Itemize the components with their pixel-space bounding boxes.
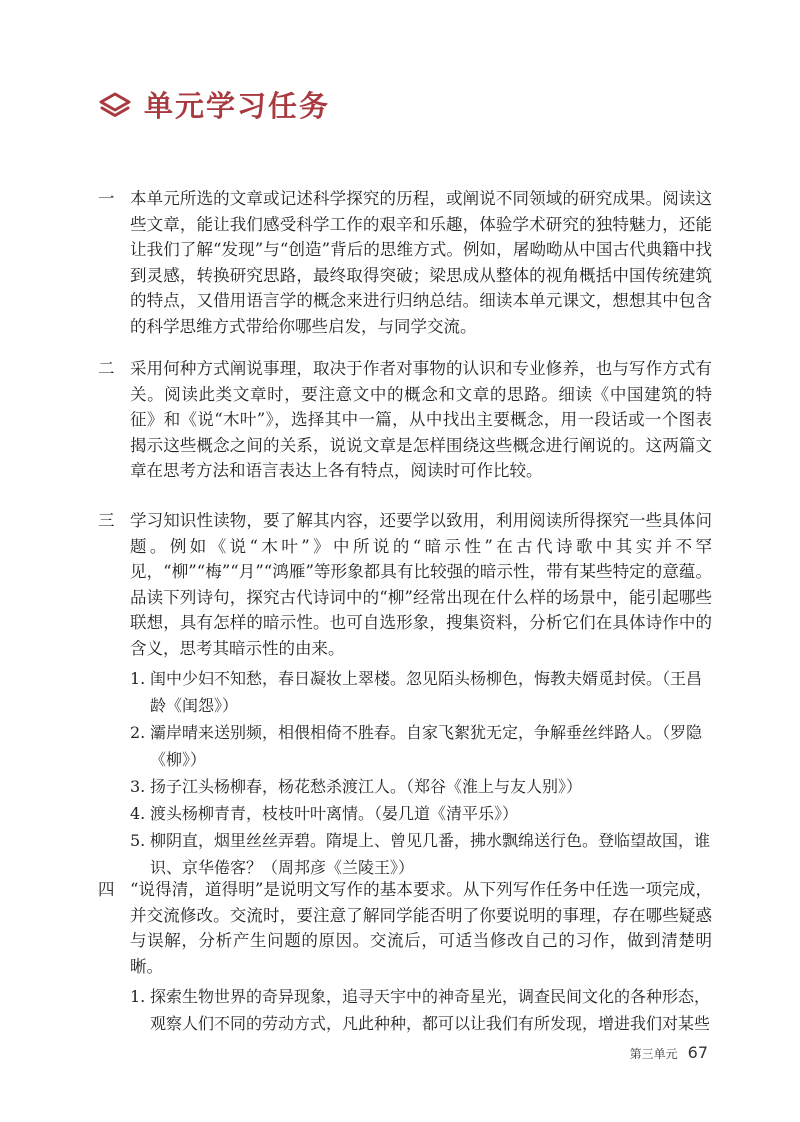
page-footer [630,1043,708,1062]
poem-text: 灞岸晴来送别频，相偎相倚不胜春。自家飞絮犹无定，争解垂丝绊路人。（罗隐《柳》） [150,723,703,769]
section-number: 三 [98,511,115,530]
poem-text: 渡头杨柳青青，枝枝叶叶离情。（晏几道《清平乐》） [150,804,519,823]
section-paragraph: 采用何种方式阐说事理，取决于作者对事物的认识和专业修养，也与写作方式有关。阅读此类文章时，要注意文中的概念和文章的思路。细读《中国建筑的特征》和《说“木叶”》，选择其中一篇，从中找出主要概念，用一段话或一个图表揭示这些概念之间的关系，说说文章是怎样围绕这些概念进行阐说的。这两篇文章在思考方法和语言表达上各有特点，阅读时可作比较。 [130,359,712,480]
section-number: 一 [98,189,115,208]
poem-number: 2. [130,723,146,742]
page-title: 单元学习任务 [144,89,331,123]
poem-list [130,665,712,881]
task-section-2 [98,356,712,484]
task-list [130,983,712,1037]
section-paragraph: 本单元所选的文章或记述科学探究的历程，或阐说不同领域的研究成果。阅读这些文章，能让我们感受科学工作的艰辛和乐趣，体验学术研究的独特魅力，还能让我们了解“发现”与“创造”背后的思维方式。例如，屠呦呦从中国古代典籍中找到灵感，转换研究思路，最终取得突破；梁思成从整体的视角概括中国传统建筑的特点，又借用语言学的概念来进行归纳总结。细读本单元课文，想想其中包含的科学思维方式带给你哪些启发，与同学交流。 [130,189,712,336]
task-section-4 [98,877,712,1037]
task-number: 1. [130,987,146,1006]
poem-item [130,773,712,800]
poem-item [130,719,712,773]
poem-number: 5. [130,831,146,850]
poem-item [130,827,712,881]
poem-text: 闺中少妇不知愁，春日凝妆上翠楼。忽见陌头杨柳色，悔教夫婿觅封侯。（王昌龄《闺怨》） [150,669,703,715]
unit-label: 第三单元 [629,1047,678,1061]
poem-number: 1. [130,669,146,688]
graduation-cap-icon [98,90,132,120]
poem-item [130,665,712,719]
task-text: 探索生物世界的奇异现象，追寻天宇中的神奇星光，调查民间文化的各种形态，观察人们不同的劳动方式，凡此种种，都可以让我们有所发现，增进我们对某些 [150,987,711,1033]
section-number: 二 [98,359,115,378]
task-section-3 [98,508,712,881]
poem-number: 3. [130,777,146,796]
poem-text: 柳阴直，烟里丝丝弄碧。隋堤上、曾见几番，拂水飘绵送行色。登临望故国，谁识、京华倦客？（周邦彦《兰陵王》） [150,831,711,877]
task-section-1 [98,186,712,339]
section-paragraph: 学习知识性读物，要了解其内容，还要学以致用，利用阅读所得探究一些具体问题。例如《说“木叶”》中所说的“暗示性”在古代诗歌中其实并不罕见，“柳”“梅”“月”“鸿雁”等形象都具有比较强的暗示性，带有某些特定的意蕴。品读下列诗句，探究古代诗词中的“柳”经常出现在什么样的场景中，能引起哪些联想，具有怎样的暗示性。也可自选形象，搜集资料，分析它们在具体诗作中的含义，思考其暗示性的由来。 [130,511,712,658]
task-item [130,983,712,1037]
section-paragraph: “说得清，道得明”是说明文写作的基本要求。从下列写作任务中任选一项完成，并交流修改。交流时，要注意了解同学能否明了你要说明的事理，存在哪些疑惑与误解，分析产生问题的原因。交流后，可适当修改自己的习作，做到清楚明晰。 [130,880,712,976]
poem-item [130,800,712,827]
poem-text: 扬子江头杨柳春，杨花愁杀渡江人。（郑谷《淮上与友人别》） [150,777,583,796]
section-number: 四 [98,880,115,899]
poem-number: 4. [130,804,146,823]
section-header [98,84,330,125]
page-number: 67 [687,1043,708,1062]
